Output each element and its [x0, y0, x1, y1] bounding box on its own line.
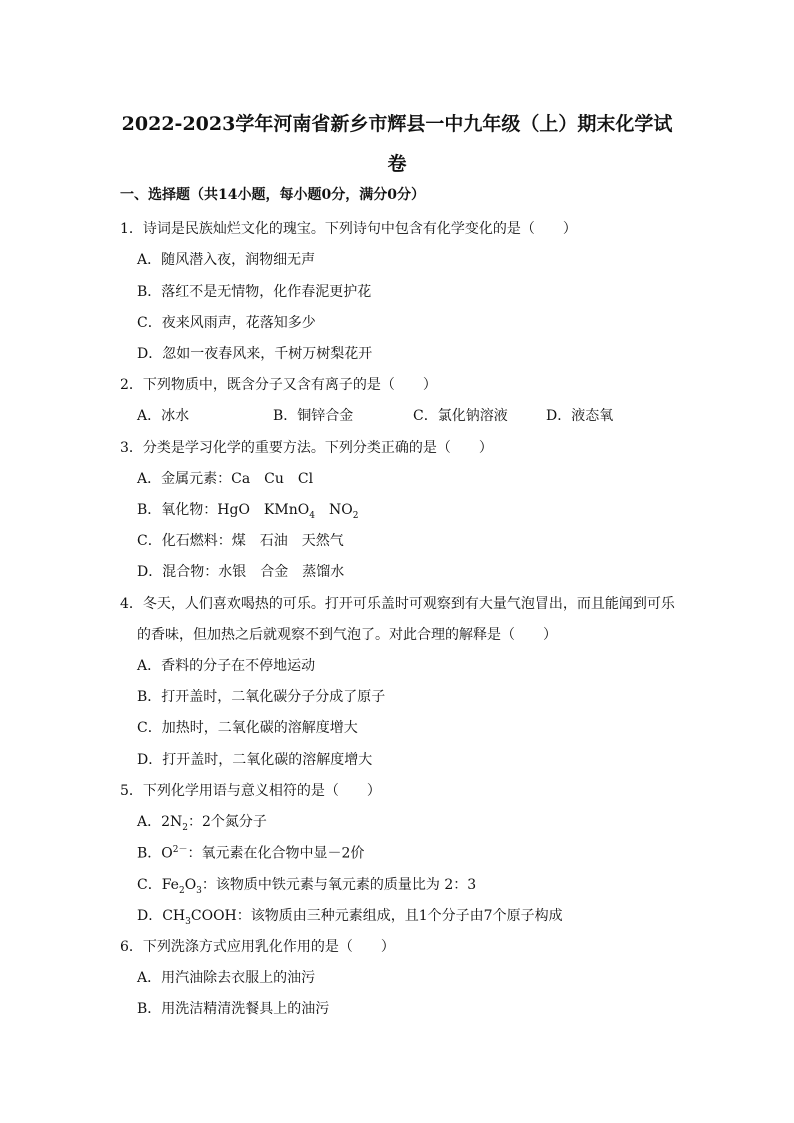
- title-line-1: 2022-2023学年河南省新乡市辉县一中九年级（上）期末化学试: [121, 113, 673, 135]
- question-1-option-b: B．落红不是无情物，化作春泥更护花: [137, 284, 372, 300]
- question-4-stem-line-2: 的香味，但加热之后就观察不到气泡了。对此合理的解释是（ ）: [137, 627, 557, 643]
- question-5-option-b: B．$O^{2-}$：氧元素在化合物中显－2价: [137, 845, 365, 862]
- title-line-2: 卷: [387, 153, 407, 175]
- question-3-option-c: C．化石燃料：煤 石油 天然气: [137, 533, 344, 549]
- question-6-stem: 6．下列洗涤方式应用乳化作用的是（ ）: [120, 939, 395, 955]
- question-6-option-a: A．用汽油除去衣服上的油污: [137, 970, 316, 986]
- question-4-option-d: D．打开盖时，二氧化碳的溶解度增大: [137, 752, 373, 768]
- question-3-option-b: B．氧化物：HgO KMnO$_4$ $NO_2$: [137, 502, 359, 521]
- question-5-option-c: C．$Fe_2O_3$：该物质中铁元素与氧元素的质量比为 2：3: [137, 877, 477, 896]
- question-5-stem: 5．下列化学用语与意义相符的是（ ）: [120, 783, 381, 799]
- question-4-option-b: B．打开盖时，二氧化碳分子分成了原子: [137, 689, 386, 705]
- question-2-option-a: A．冰水: [137, 408, 190, 424]
- document-title: [100, 104, 694, 184]
- question-5-option-d: D．$CH_3COOH$：该物质由三种元素组成，且1个分子由7个原子构成: [137, 908, 563, 927]
- question-1-option-c: C．夜来风雨声，花落知多少: [137, 315, 316, 331]
- question-1-option-d: D．忽如一夜春风来，千树万树梨花开: [137, 346, 373, 362]
- question-5-option-a: A．$2N_2$：2个氮分子: [137, 814, 267, 833]
- question-2-option-d: D．液态氧: [546, 408, 614, 424]
- question-2-option-c: C．氯化钠溶液: [413, 408, 508, 424]
- question-3-option-d: D．混合物：水银 合金 蒸馏水: [137, 564, 345, 580]
- section-heading: 一、选择题（共14小题，每小题0分，满分0分）: [120, 187, 425, 203]
- question-4-option-c: C．加热时，二氧化碳的溶解度增大: [137, 720, 358, 736]
- question-3-option-a: A．金属元素：Ca Cu Cl: [137, 471, 314, 487]
- question-1-option-a: A．随风潜入夜，润物细无声: [137, 252, 316, 268]
- question-4-option-a: A．香料的分子在不停地运动: [137, 658, 316, 674]
- question-6-option-b: B．用洗洁精清洗餐具上的油污: [137, 1001, 330, 1017]
- question-4-stem-line-1: 4．冬天，人们喜欢喝热的可乐。打开可乐盖时可观察到有大量气泡冒出，而且能闻到可乐: [120, 596, 675, 612]
- question-1-stem: 1．诗词是民族灿烂文化的瑰宝。下列诗句中包含有化学变化的是（ ）: [120, 221, 577, 237]
- question-3-stem: 3．分类是学习化学的重要方法。下列分类正确的是（ ）: [120, 440, 493, 456]
- question-2-stem: 2．下列物质中，既含分子又含有离子的是（ ）: [120, 377, 437, 393]
- question-2-option-b: B．铜锌合金: [273, 408, 354, 424]
